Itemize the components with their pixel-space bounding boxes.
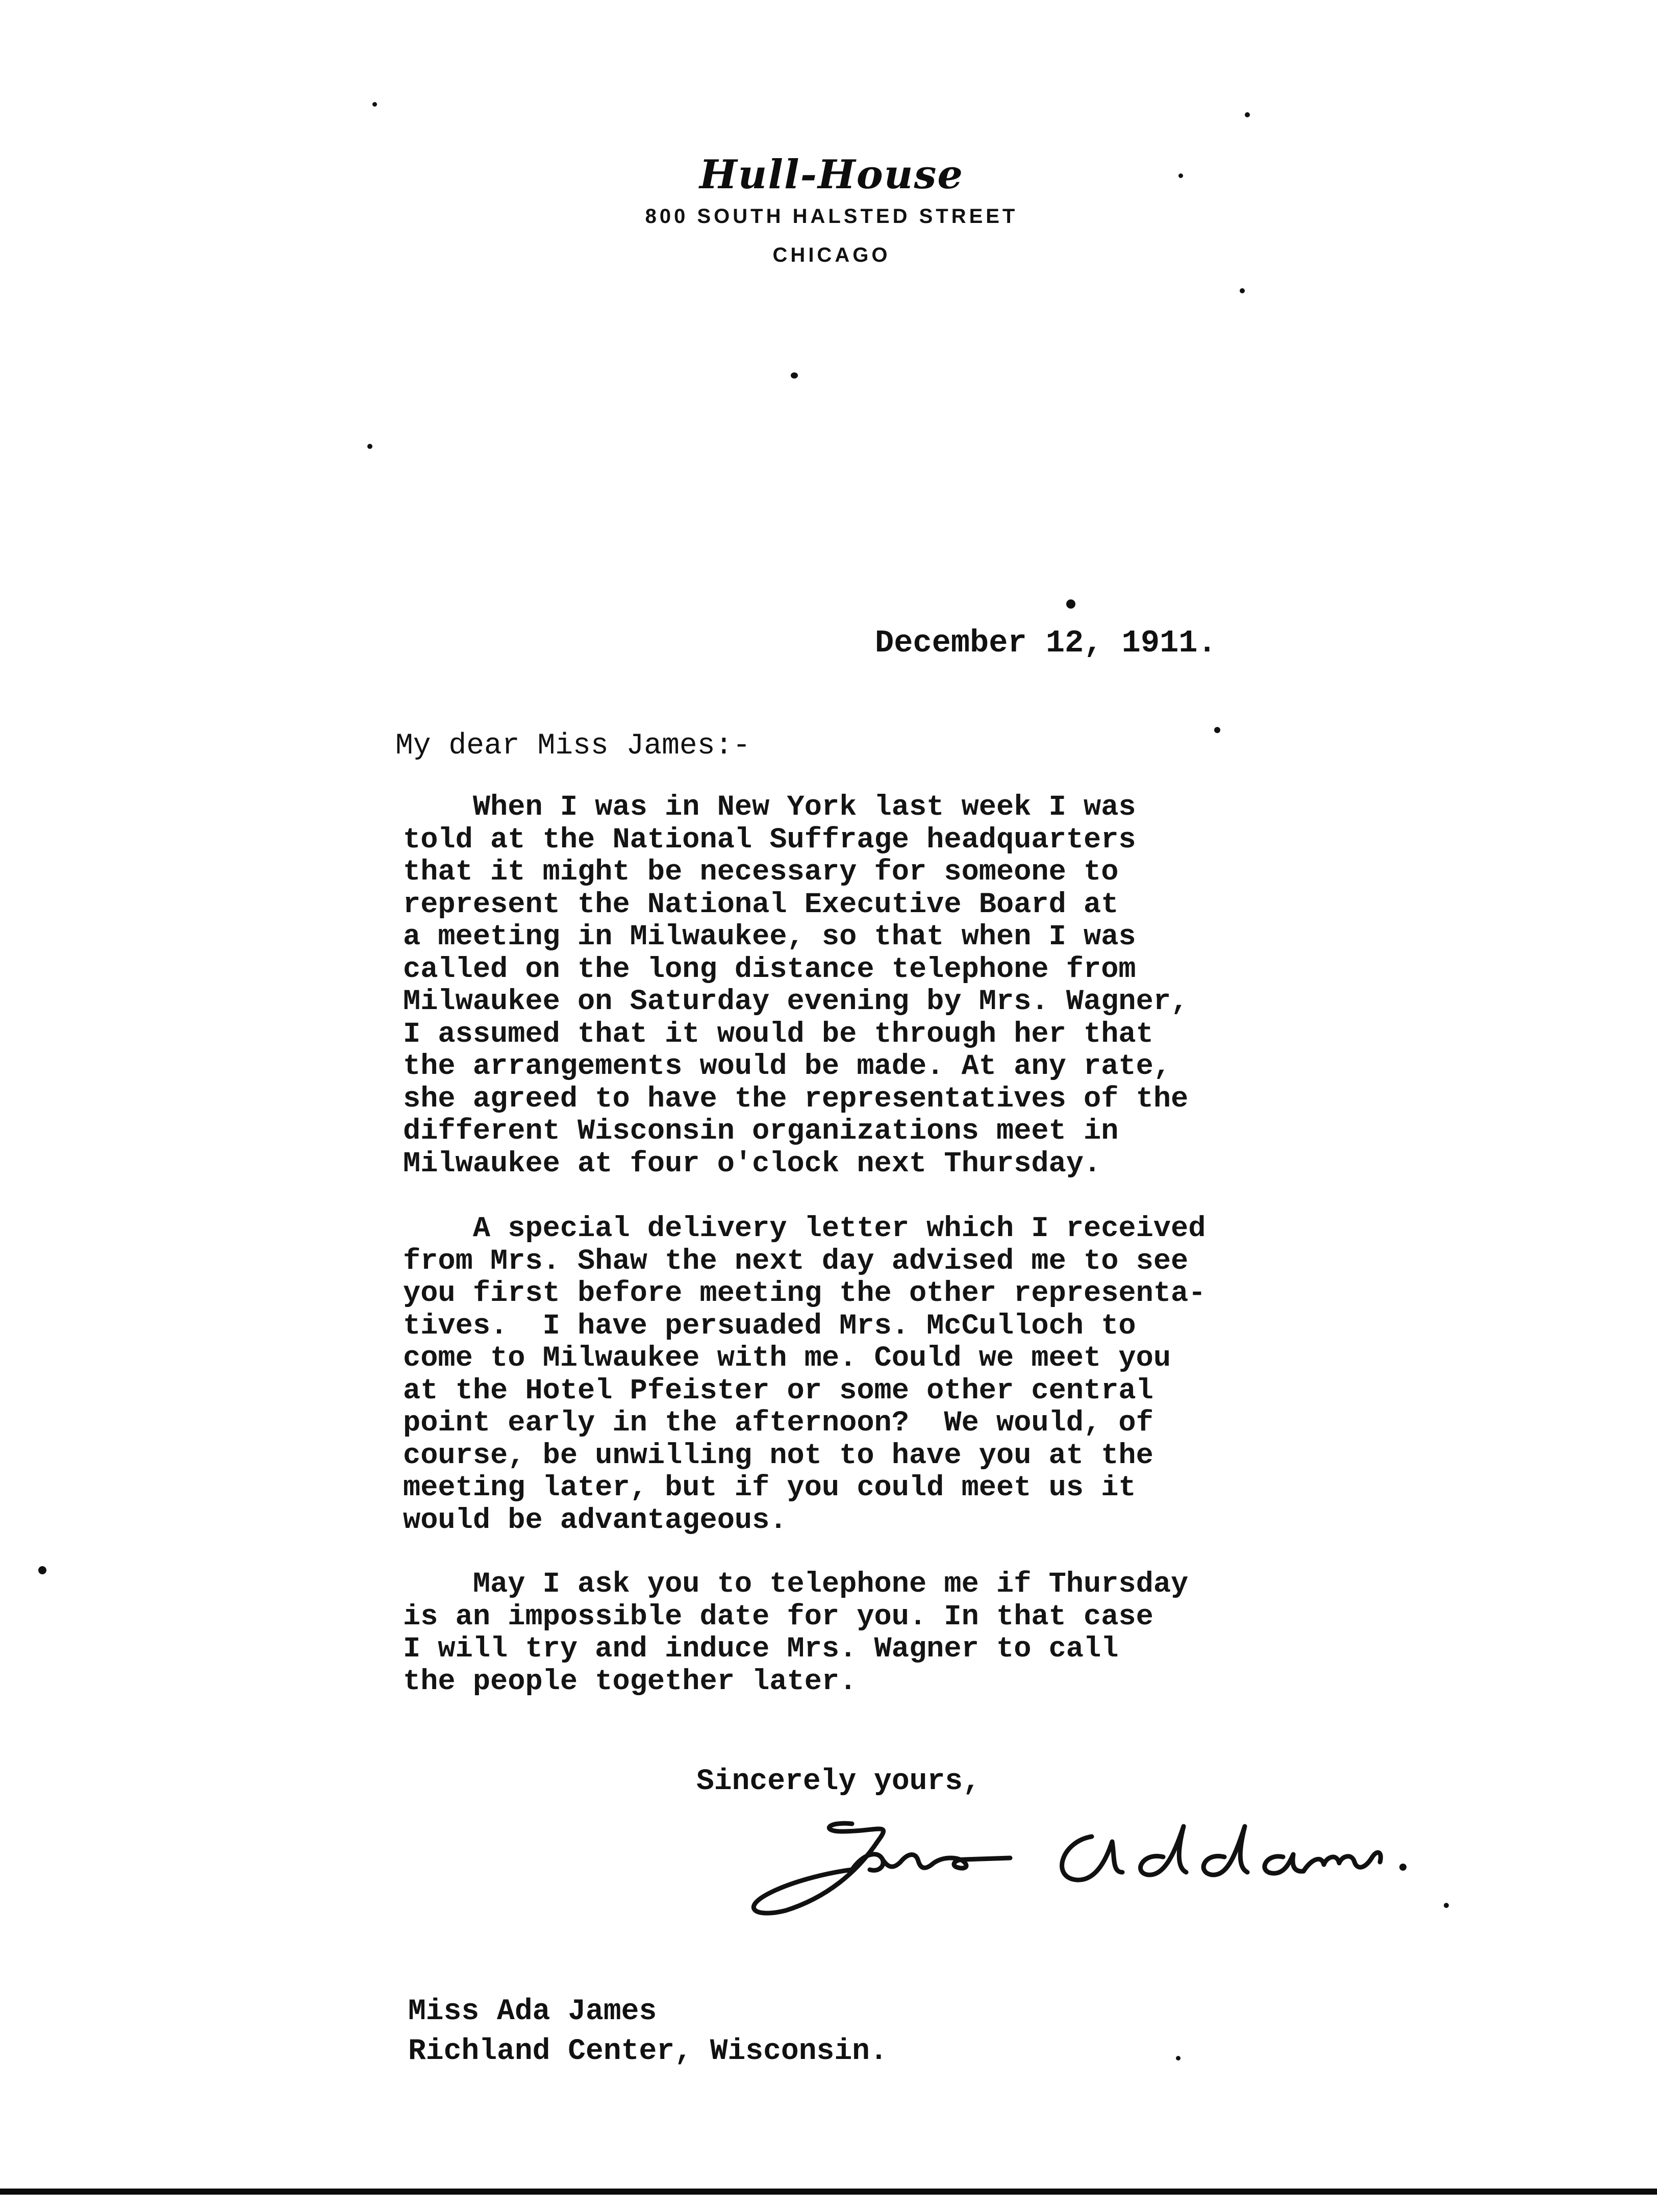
body-paragraph-1: When I was in New York last week I was told at the National Suffrage headquarters that it might be necessary for someone to represent the National Executive Board at a meeting in Milwaukee, so that when I was called on the long distance telephone from Milwaukee on Saturday evening by Mrs. Wagner, I assumed that it would be through her that the arrangements would be made. At any rate, she agreed to have the representatives of the different Wisconsin organizations meet in Milwaukee at four o'clock next Thursday. [403,791,1189,1180]
letter-date: December 12, 1911. [875,625,1217,661]
addressee-name: Miss Ada James [408,1995,657,2028]
closing: Sincerely yours, [696,1765,981,1798]
body-paragraph-3: May I ask you to telephone me if Thursday is an impossible date for you. In that case I will try and induce Mrs. Wagner to call the people together later. [403,1568,1189,1698]
letterhead-city: CHICAGO [772,243,891,266]
scan-speck [1444,1903,1449,1908]
scan-speck [372,102,377,107]
salutation: My dear Miss James:- [395,730,751,763]
scan-speck [1240,288,1245,293]
addressee-location: Richland Center, Wisconsin. [408,2035,888,2068]
scan-speck [1066,599,1075,609]
scan-border [0,2189,1657,2195]
letterhead [561,153,1102,274]
scan-speck [1176,2056,1181,2060]
scan-speck [38,1566,46,1574]
scan-speck [1214,727,1220,733]
scan-speck [1245,112,1250,117]
scan-speck [791,372,798,379]
scan-speck [367,444,372,449]
body-paragraph-2: A special delivery letter which I received from Mrs. Shaw the next day advised me to see you first before meeting the other representa- tives. I have persuaded Mrs. McCulloch to come to Milwaukee with me. Could we meet you at the Hotel Pfeister or some other central point early in the afternoon? We would, of course, be unwilling not to have you at the meeting later, but if you could meet us it would be advantageous. [403,1213,1206,1537]
handwritten-signature [724,1796,1428,1928]
scan-speck [1178,173,1183,178]
addressee-block [408,1992,888,2072]
letterhead-street: 800 SOUTH HALSTED STREET [645,205,1018,228]
letterhead-name: Hull-House [699,152,964,198]
